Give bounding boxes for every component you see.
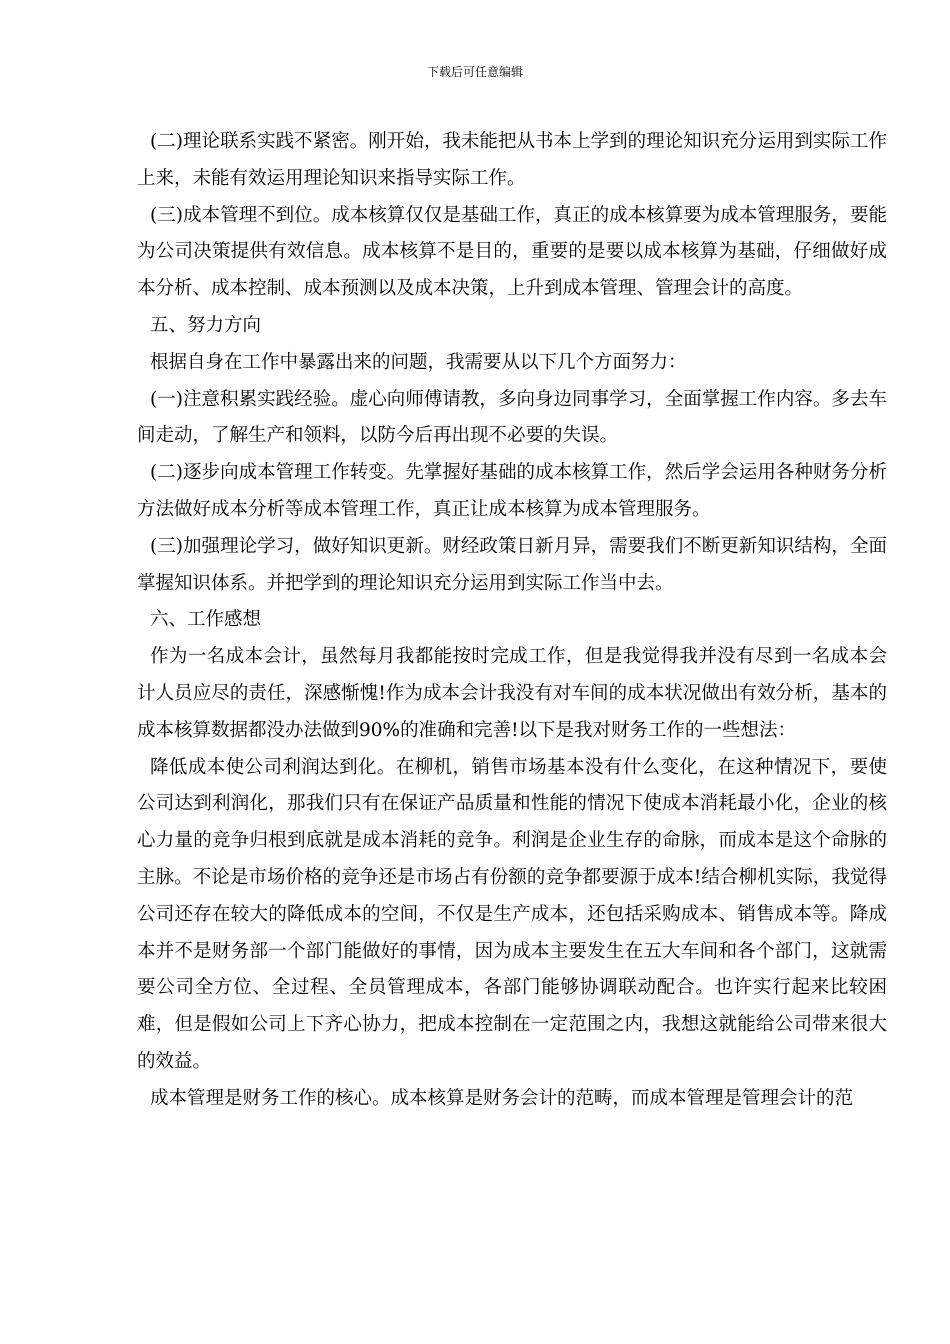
paragraph-reduce-cost: 降低成本使公司利润达到化。在柳机，销售市场基本没有什么变化，在这种情况下，要使公司达到利润化，那我们只有在保证产品质量和性能的情况下使成本消耗最小化，企业的核心力量的竞争归根到底就是成本消耗的竞争。利润是企业生存的命脉，而成本是这个命脉的主脉。不论是市场价格的竞争还是市场占有份额的竞争都要源于成本!结合柳机实际，我觉得公司还存在较大的降低成本的空间，不仅是生产成本，还包括采购成本、销售成本等。降成本并不是财务部一个部门能做好的事情，因为成本主要发生在五大车间和各个部门，这就需要公司全方位、全过程、全员管理成本，各部门能够协调联动配合。也许实行起来比较困难，但是假如公司上下齐心协力，把成本控制在一定范围之内，我想这就能给公司带来很大的效益。: [137, 756, 887, 1072]
section-heading-reflections: 六、工作感想: [150, 609, 262, 631]
paragraph-theory-practice: (二)理论联系实践不紧密。刚开始，我未能把从书本上学到的理论知识充分运用到实际工作上来，未能有效运用理论知识来指导实际工作。: [137, 131, 887, 189]
paragraph-learning: (三)加强理论学习，做好知识更新。财经政策日新月异，需要我们不断更新知识结构，全面掌握知识体系。并把学到的理论知识充分运用到实际工作当中去。: [137, 535, 887, 594]
document-body: [137, 124, 887, 1118]
paragraph-reflection: 作为一名成本会计，虽然每月我都能按时完成工作，但是我觉得我并没有尽到一名成本会计人员应尽的责任，深感惭愧!作为成本会计我没有对车间的成本状况做出有效分析，基本的成本核算数据都没办法做到90%的准确和完善!以下是我对财务工作的一些想法：: [137, 646, 887, 741]
paragraph-cost-core: 成本管理是财务工作的核心。成本核算是财务会计的范畴，而成本管理是管理会计的范: [150, 1087, 854, 1109]
paragraph-experience: (一)注意积累实践经验。虚心向师傅请教，多向身边同事学习，全面掌握工作内容。多去车间走动，了解生产和领料，以防今后再出现不必要的失误。: [137, 388, 887, 447]
page-header: 下载后可任意编辑: [426, 65, 523, 79]
section-heading-direction: 五、努力方向: [150, 314, 262, 336]
paragraph-cost-management: (三)成本管理不到位。成本核算仅仅是基础工作，真正的成本核算要为成本管理服务，要能为公司决策提供有效信息。成本核算不是目的，重要的是要以成本核算为基础，仔细做好成本分析、成本控制、成本预测以及成本决策，上升到成本管理、管理会计的高度。: [137, 204, 887, 300]
paragraph-direction-intro: 根据自身在工作中暴露出来的问题，我需要从以下几个方面努力：: [150, 351, 687, 373]
paragraph-transition: (二)逐步向成本管理工作转变。先掌握好基础的成本核算工作，然后学会运用各种财务分析方法做好成本分析等成本管理工作，真正让成本核算为成本管理服务。: [137, 462, 887, 520]
